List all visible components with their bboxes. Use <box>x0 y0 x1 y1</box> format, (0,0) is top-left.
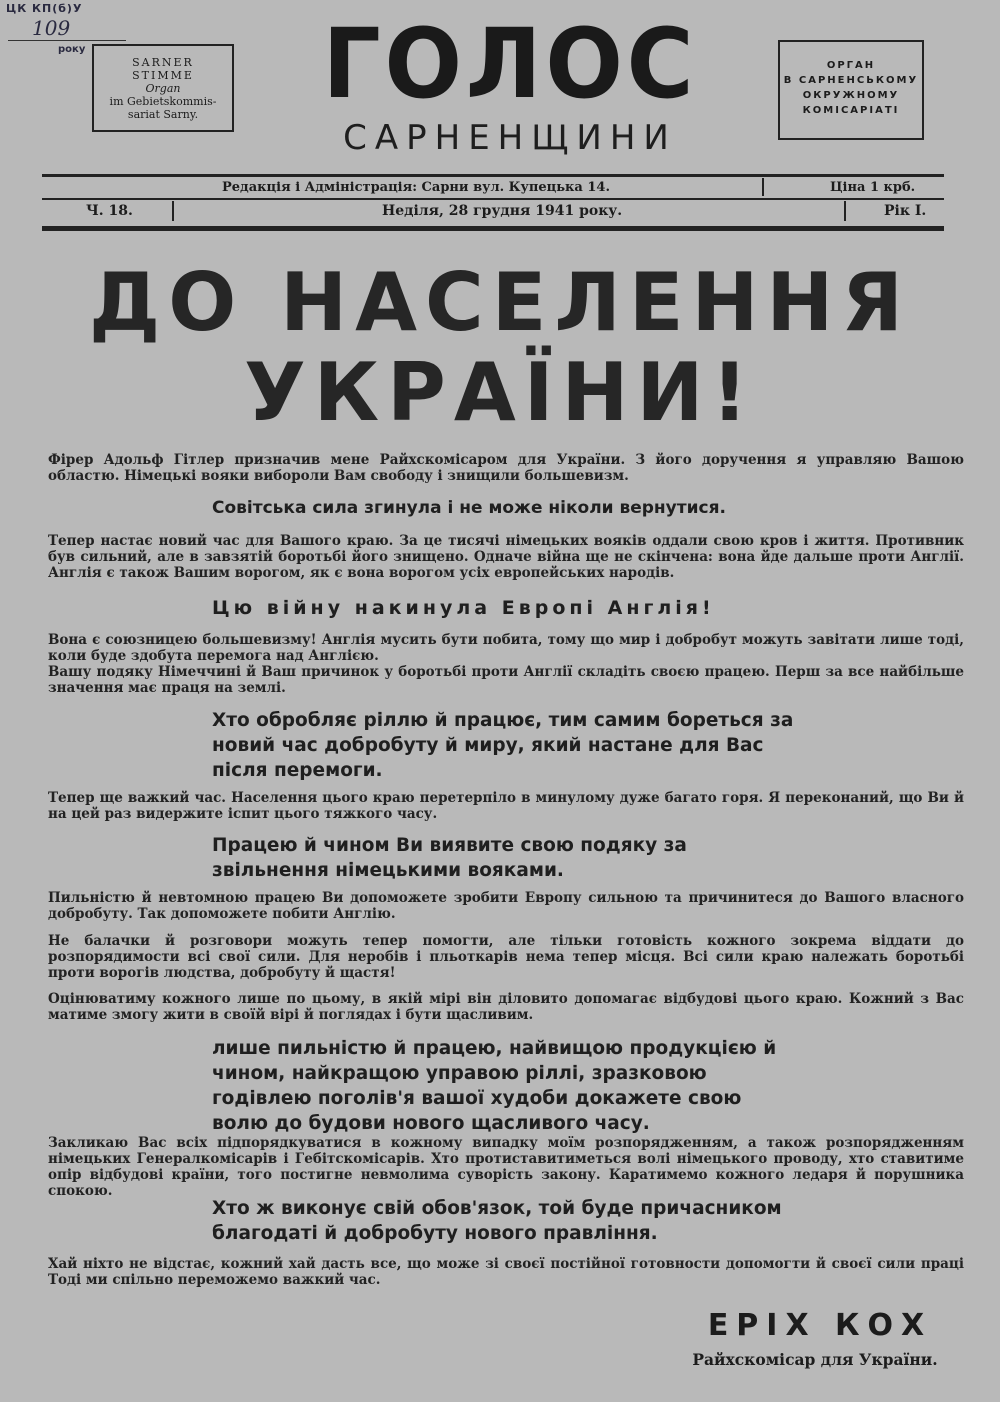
subheading-4: Працею й чином Ви виявите свою подяку за звільнення німецькими вояками. <box>212 835 687 881</box>
stamp-label: ЦК КП(б)У <box>6 2 83 15</box>
paragraph-7: Оцінюватиму кожного лише по цьому, в якій мірі він діловито допомагає відбудові цього краю. Кожний з Вас матиме змогу жити в своїй вірі й поглядах і бути щасливим. <box>48 991 964 1023</box>
paragraph-9: Хай ніхто не відстає, кожний хай дасть все, що може зі своєї постійної готовности допомогти й своєї сили праці Тоді ми спільно переможемо важкий час. <box>48 1256 964 1288</box>
subheading-6: Хто ж виконує свій обов'язок, той буде причасником благодаті й добробуту нового правління. <box>212 1198 782 1244</box>
middle-rule <box>42 198 944 200</box>
subheading-5: лише пильністю й працею, найвищою продукцією й чином, найкращою управою ріллі, зразковою годівлею поголів'я вашої худоби докажете свою волю до будови нового щасливого часу. <box>212 1038 777 1134</box>
bottom-rule <box>42 226 944 231</box>
price-label: Ціна 1 крб. <box>830 180 916 195</box>
paragraph-8: Закликаю Вас всіх підпорядкуватися в кожному випадку моїм розпорядженням, а також розпорядженням німецьких Генералкомісарів і Гебітскомісарів. Хто протиставитиметься волі німецького проводу, хто ставитиме опір відбудові країни, того постигне невмолима суворість закону. Каратимемо кожного ледаря й порушника спокою. <box>48 1135 964 1199</box>
stamp-number: 109 <box>32 16 71 40</box>
paragraph-1: Фірер Адольф Гітлер призначив мене Райхскомісаром для України. З його доручення я управляю Вашою областю. Німецькі вояки виборoли Вам свободу і знищили большевизм. <box>48 452 964 484</box>
top-rule <box>42 174 944 177</box>
paragraph-6: Не балачки й розговори можуть тепер помогти, але тільки готовість кожного зокрема віддати до розпорядимости всі свої сили. Для неробів і пльоткарів нема тепер місця. Всі сили краю належать боротьбі проти ворогів людства, добробуту й щастя! <box>48 933 964 981</box>
organ-box: ОРГАН В САРНЕНСЬКОМУ ОКРУЖНОМУ КОМІСАРІАТІ <box>778 40 924 140</box>
paragraph-3b: Вашу подяку Німеччині й Ваш причинок у боротьбі проти Англії складіть своєю працею. Перш за все найбільше значення має праця на землі. <box>48 664 964 696</box>
headline-line-1: ДО НАСЕЛЕННЯ <box>89 256 911 349</box>
issue-date: Неділя, 28 грудня 1941 року. <box>382 203 623 219</box>
signature-name: ЕРІХ КОХ <box>707 1308 933 1343</box>
issue-number: Ч. 18. <box>86 203 133 219</box>
paragraph-3a: Вона є союзницею большевизму! Англія мусить бути побита, тому що мир і добробут можуть завітати лише тоді, коли буде здобута перемога над Англією. <box>48 632 964 664</box>
newspaper-title: ГОЛОС <box>322 8 698 120</box>
issue-year: Рік I. <box>884 203 927 219</box>
paragraph-2: Тепер настає новий час для Вашого краю. За це тисячі німецьких вояків оддали свою кров і життя. Противник був сильний, але в завзятій боротьбі його знищено. Одначе війна ще не скінчена: вона йде дальше проти Англії. Англія є також Вашим ворогом, як є вона ворогом усіх европейських народів. <box>48 533 964 581</box>
german-title-box: SARNER STIMME Organ im Gebietskommis- sariat Sarny. <box>92 44 234 132</box>
paragraph-4: Тепер ще важкий час. Населення цього краю перетерпіло в минулому дуже багато горя. Я переконаний, що Ви й на цей раз видержите іспит цього тяжкого часу. <box>48 790 964 822</box>
subheading-1: Совітська сила згинула і не може ніколи вернутися. <box>212 498 726 518</box>
signature-title: Райхскомісар для України. <box>692 1350 938 1369</box>
subheading-3: Хто обробляє ріллю й працює, тим самим бореться за новий час добробуту й миру, який настане для Вас після перемоги. <box>212 710 794 781</box>
stamp-year: року <box>58 44 86 55</box>
subheading-2: Цю війну накинула Европі Англія! <box>212 597 715 619</box>
address-line: Редакція і Адміністрація: Сарни вул. Купецька 14. <box>222 180 610 195</box>
paragraph-5: Пильністю й невтомною працею Ви допоможете зробити Европу сильною та причинитеся до Вашого власного добробуту. Так допоможете побити Англію. <box>48 890 964 922</box>
headline-line-2: УКРАЇНИ! <box>244 346 756 439</box>
newspaper-subtitle: САРНЕНЩИНИ <box>343 118 677 158</box>
